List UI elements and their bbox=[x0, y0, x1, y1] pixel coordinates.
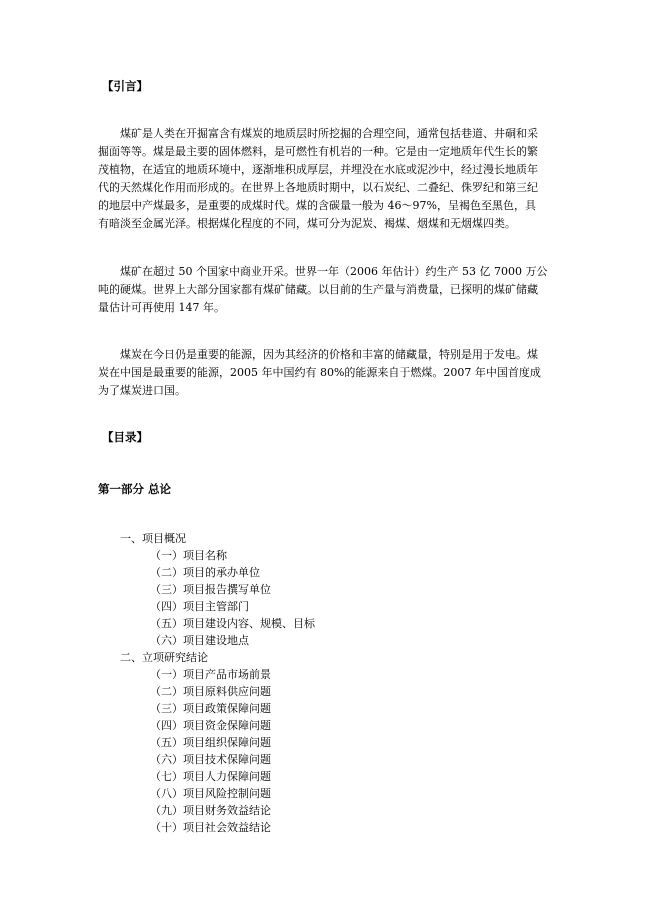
toc-section-title: 一、项目概况 bbox=[120, 532, 186, 545]
paragraph-line: 为了煤炭进口国。 bbox=[98, 384, 186, 397]
paragraph-line: 茂植物，在适宜的地质环境中，逐渐堆积成厚层，并埋没在水底或泥沙中，经过漫长地质年 bbox=[98, 163, 538, 176]
paragraph-line: 有暗淡至金属光泽。根据煤化程度的不同，煤可分为泥炭、褐煤、烟煤和无烟煤四类。 bbox=[98, 217, 516, 230]
toc-item: （八）项目风险控制问题 bbox=[150, 787, 271, 800]
paragraph-line: 煤矿是人类在开掘富含有煤炭的地质层时所挖掘的合理空间，通常包括巷道、井硐和采 bbox=[120, 127, 538, 140]
toc-item: （一）项目名称 bbox=[150, 549, 227, 562]
part-title: 第一部分 总论 bbox=[98, 482, 172, 496]
toc-item: （九）项目财务效益结论 bbox=[150, 804, 271, 817]
paragraph-line: 煤炭在今日仍是重要的能源，因为其经济的价格和丰富的储藏量，特别是用于发电。煤 bbox=[120, 348, 538, 361]
toc-item: （四）项目主管部门 bbox=[150, 600, 249, 613]
toc-item: （二）项目的承办单位 bbox=[150, 566, 260, 579]
paragraph-line: 炭在中国是最重要的能源，2005 年中国约有 80%的能源来自于燃煤。2007 年中国首度成 bbox=[98, 366, 541, 379]
paragraph-line: 掘面等等。煤是最主要的固体燃料，是可燃性有机岩的一种。它是由一定地质年代生长的繁 bbox=[98, 145, 538, 158]
paragraph-line: 吨的硬煤。世界上大部分国家都有煤矿储藏。以目前的生产量与消费量，已探明的煤矿储藏 bbox=[98, 283, 538, 296]
toc-item: （四）项目资金保障问题 bbox=[150, 719, 271, 732]
toc-item: （三）项目报告撰写单位 bbox=[150, 583, 271, 596]
toc-item: （七）项目人力保障问题 bbox=[150, 770, 271, 783]
toc-section-title: 二、立项研究结论 bbox=[120, 651, 208, 664]
toc-item: （二）项目原料供应问题 bbox=[150, 685, 271, 698]
intro-paragraph-2 bbox=[98, 263, 550, 317]
paragraph-line: 的地层中产煤最多，是重要的成煤时代。煤的含碳量一般为 46～97%，呈褐色至黑色，具 bbox=[98, 199, 536, 212]
toc-item: （六）项目建设地点 bbox=[150, 634, 249, 647]
toc-item: （十）项目社会效益结论 bbox=[150, 821, 271, 834]
intro-heading: 【引言】 bbox=[102, 79, 148, 93]
toc-item: （五）项目组织保障问题 bbox=[150, 736, 271, 749]
toc-heading: 【目录】 bbox=[102, 430, 148, 444]
toc-item: （三）项目政策保障问题 bbox=[150, 702, 271, 715]
toc-item: （一）项目产品市场前景 bbox=[150, 668, 271, 681]
paragraph-line: 量估计可再使用 147 年。 bbox=[98, 301, 225, 314]
paragraph-line: 代的天然煤化作用而形成的。在世界上各地质时期中，以石炭纪、二叠纪、侏罗纪和第三纪 bbox=[98, 181, 538, 194]
toc-item: （六）项目技术保障问题 bbox=[150, 753, 271, 766]
toc-item: （五）项目建设内容、规模、目标 bbox=[150, 617, 315, 630]
table-of-contents bbox=[98, 530, 315, 836]
intro-paragraph-1 bbox=[98, 125, 550, 233]
paragraph-line: 煤矿在超过 50 个国家中商业开采。世界一年（2006 年估计）约生产 53 亿 7000 万公 bbox=[120, 265, 548, 278]
intro-paragraph-3 bbox=[98, 346, 550, 400]
